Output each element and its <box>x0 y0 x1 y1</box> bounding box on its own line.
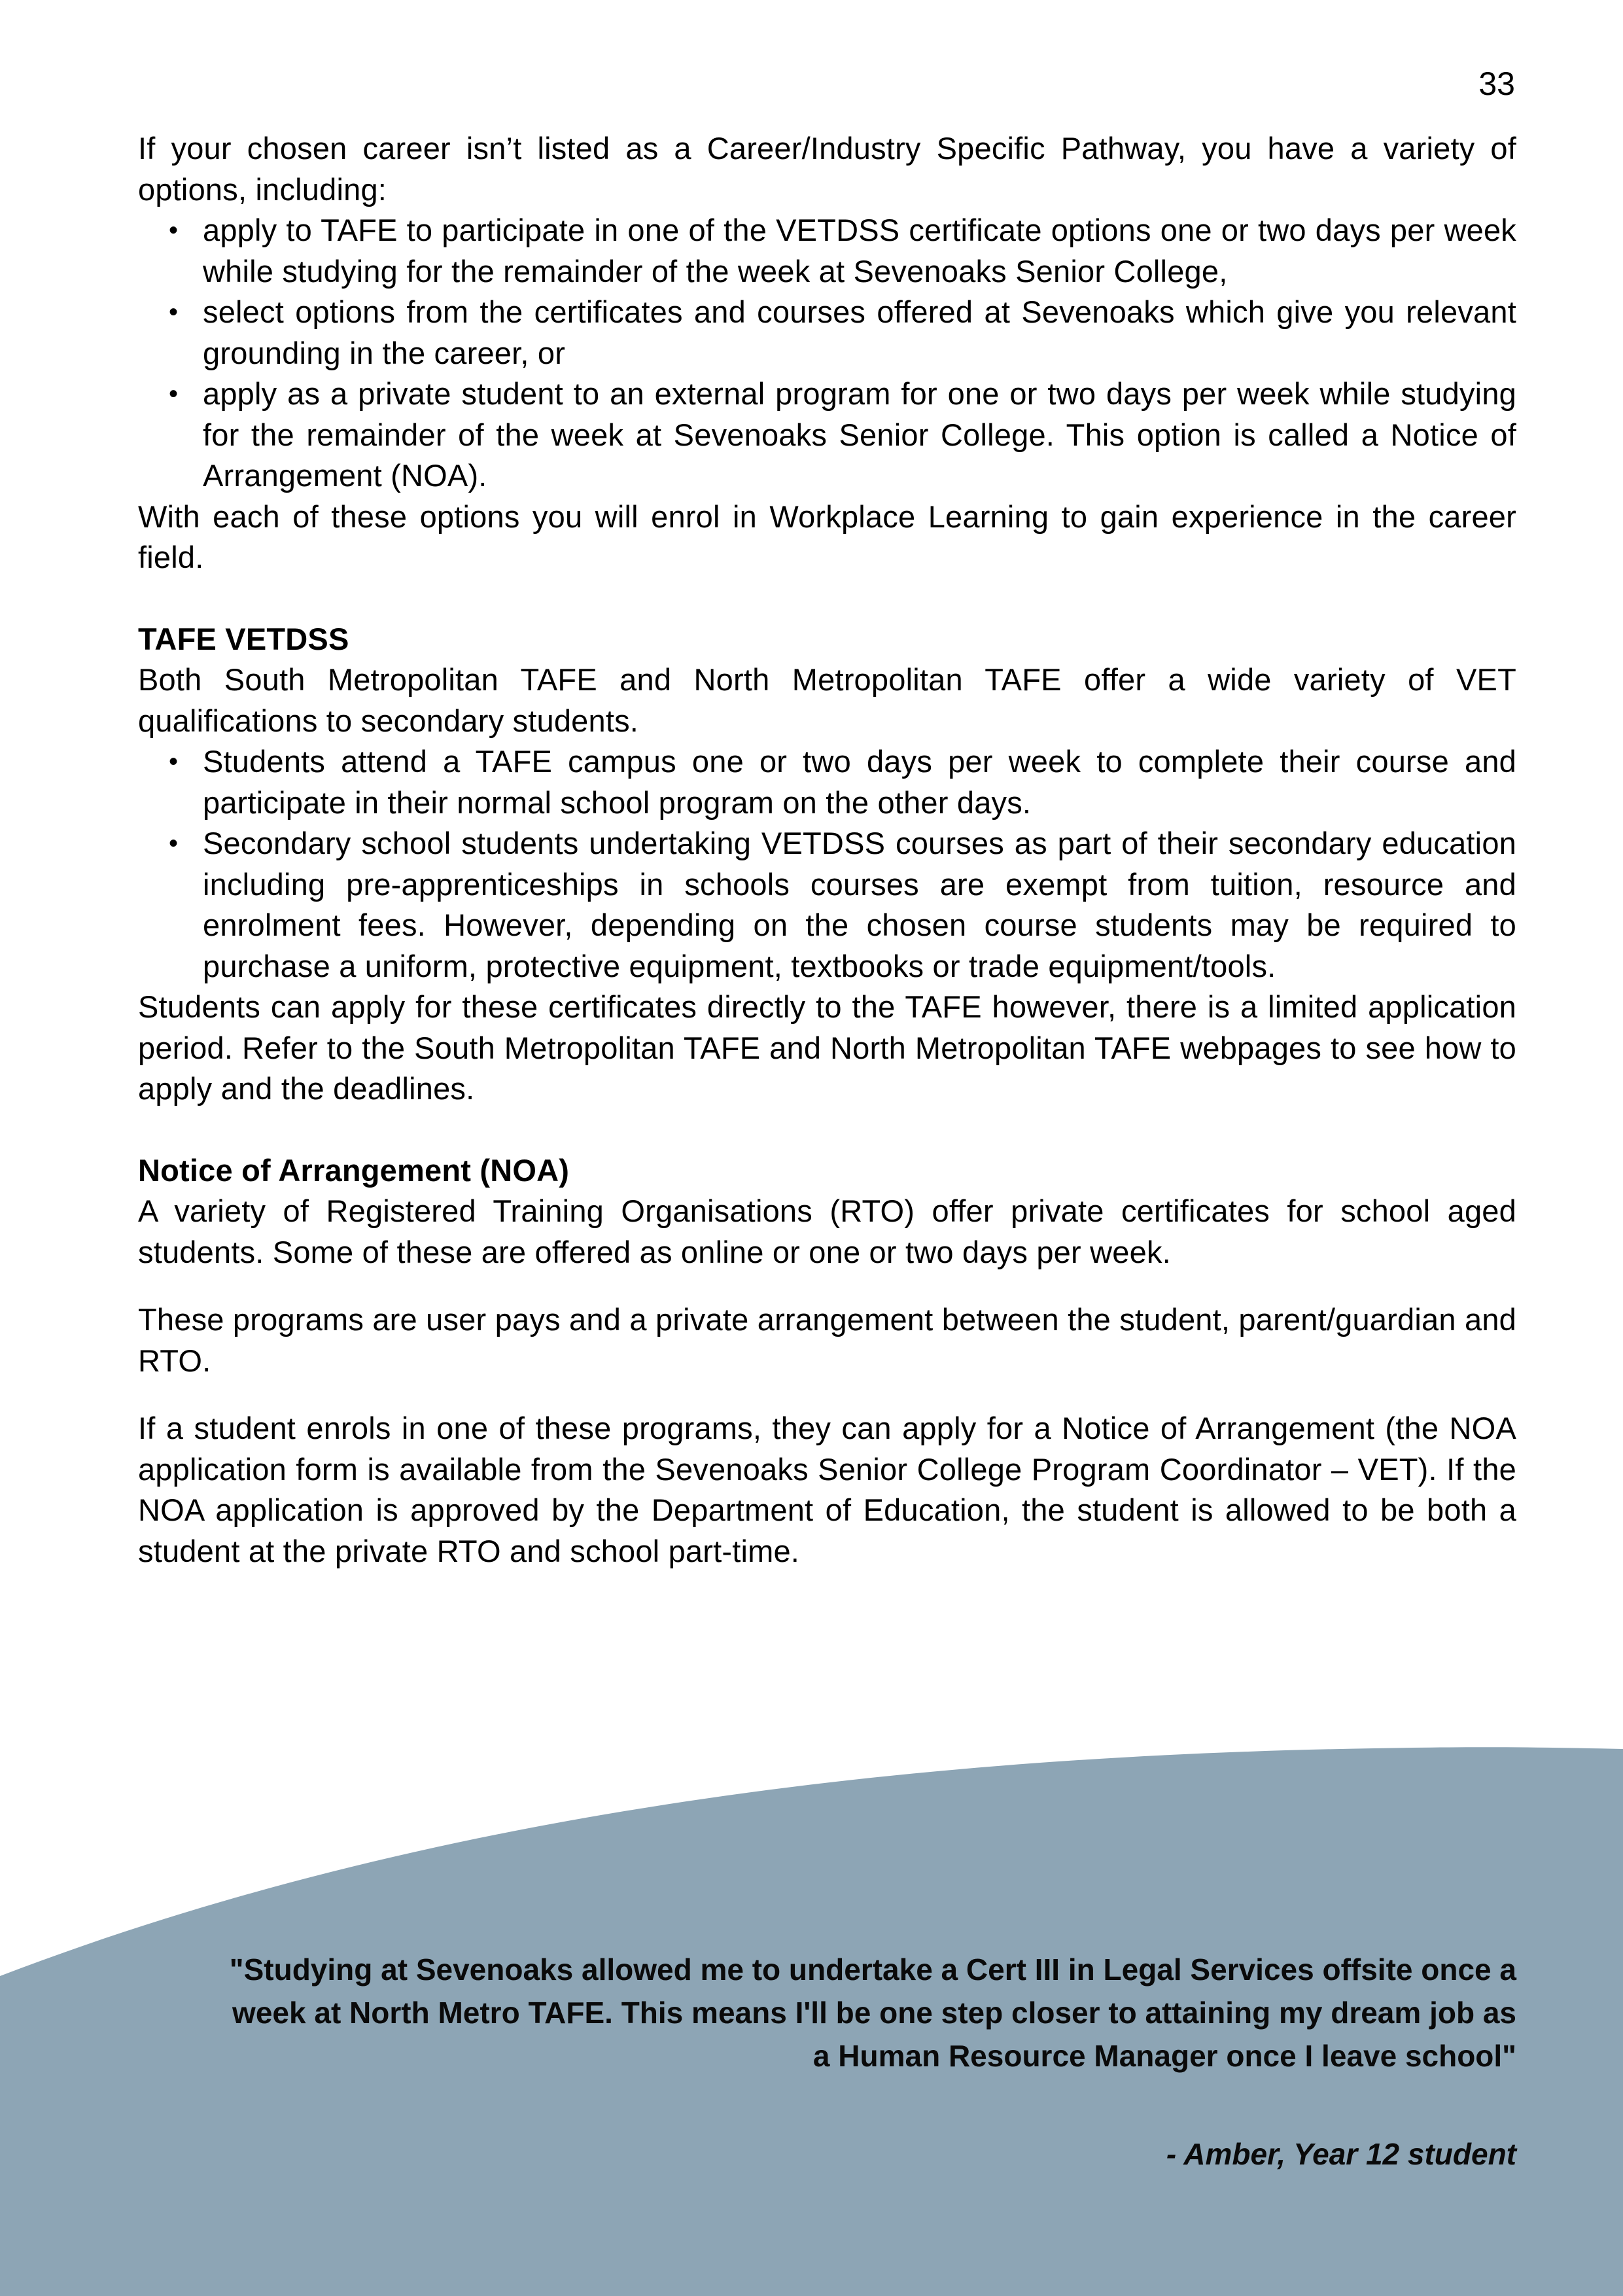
section-heading-noa: Notice of Arrangement (NOA) <box>138 1152 570 1188</box>
bullet-icon: • <box>169 747 179 776</box>
bullet-icon: • <box>169 829 179 858</box>
page-number: 33 <box>1478 65 1515 102</box>
testimonial-attribution: - Amber, Year 12 student <box>1166 2137 1516 2171</box>
section-heading-tafe-vetdss: TAFE VETDSS <box>138 621 349 656</box>
list-item-text: apply to TAFE to participate in one of the VETDSS certificate options one or two days per week while studying for the remainder of the week at Sevenoaks Senior College, <box>203 213 1516 289</box>
section-spacer <box>138 1110 1516 1150</box>
bullet-icon: • <box>169 380 179 408</box>
tafe-closing-paragraph: Students can apply for these certificates directly to the TAFE however, there is a limited application period. Refer to the South Metropolitan TAFE and North Metropolitan TAFE webpages to see how to apply and the deadlines. <box>138 989 1516 1106</box>
page-content <box>138 128 1516 1572</box>
testimonial-quote: "Studying at Sevenoaks allowed me to undertake a Cert III in Legal Services offsite once a week at North Metro TAFE. This means I'll be one step closer to attaining my dream job as a Human Resource Manager once I leave school" <box>229 1952 1516 2073</box>
noa-paragraph: A variety of Registered Training Organisations (RTO) offer private certificates for school aged students. Some of these are offered as online or one or two days per week. <box>138 1193 1516 1269</box>
bullet-icon: • <box>169 216 179 245</box>
paragraph-spacer <box>138 1381 1516 1408</box>
tafe-points-list <box>138 741 1516 987</box>
section-spacer <box>138 578 1516 619</box>
list-item <box>169 374 1516 497</box>
noa-section <box>138 1150 1516 1572</box>
paragraph-spacer <box>138 1273 1516 1299</box>
options-list <box>138 210 1516 497</box>
tafe-intro-paragraph: Both South Metropolitan TAFE and North Metropolitan TAFE offer a wide variety of VET qualifications to secondary students. <box>138 662 1516 738</box>
list-item <box>169 741 1516 823</box>
tafe-vetdss-section <box>138 619 1516 1110</box>
list-item-text: Students attend a TAFE campus one or two days per week to complete their course and participate in their normal school program on the other days. <box>203 744 1516 820</box>
bullet-icon: • <box>169 298 179 327</box>
list-item-text: apply as a private student to an external program for one or two days per week while studying for the remainder of the week at Sevenoaks Senior College. This option is called a Notice of Arrangement (NOA). <box>203 376 1516 493</box>
noa-paragraph: If a student enrols in one of these programs, they can apply for a Notice of Arrangement (the NOA application form is available from the Sevenoaks Senior College Program Coordinator – VET). If the NOA application is approved by the Department of Education, the student is allowed to be both a student at the private RTO and school part-time. <box>138 1411 1516 1568</box>
noa-paragraph: These programs are user pays and a private arrangement between the student, parent/guardian and RTO. <box>138 1302 1516 1378</box>
list-item <box>169 292 1516 374</box>
options-closing-paragraph: With each of these options you will enrol in Workplace Learning to gain experience in the career field. <box>138 499 1516 574</box>
list-item-text: Secondary school students undertaking VETDSS courses as part of their secondary education including pre-apprenticeships in schools courses are exempt from tuition, resource and enrolment fees. However, depending on the chosen course students may be required to purchase a uniform, protective equipment, textbooks or trade equipment/tools. <box>203 826 1516 983</box>
list-item <box>169 210 1516 292</box>
list-item-text: select options from the certificates and courses offered at Sevenoaks which give you relevant grounding in the career, or <box>203 294 1516 370</box>
list-item <box>169 823 1516 987</box>
intro-paragraph: If your chosen career isn’t listed as a Career/Industry Specific Pathway, you have a variety of options, including: <box>138 131 1516 207</box>
options-section <box>138 128 1516 578</box>
